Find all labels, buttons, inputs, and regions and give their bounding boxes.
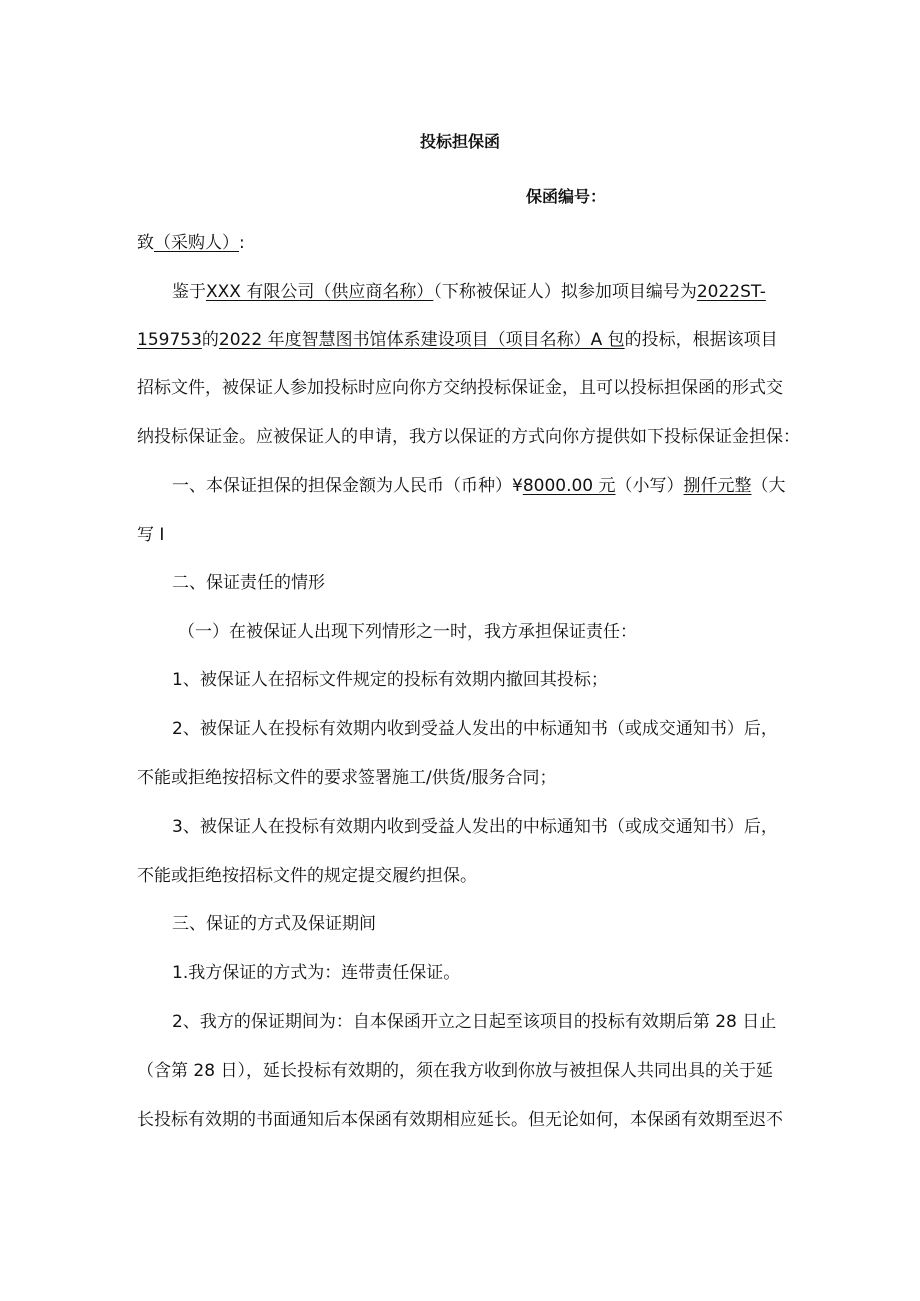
intro-text: 的	[201, 330, 219, 350]
document-title: 投标担保函	[419, 132, 500, 151]
section1-line-1	[172, 474, 786, 498]
project-name: 2022 年度智慧图书馆体系建设项目（项目名称）A 包	[218, 330, 625, 350]
supplier-name: XXX 有限公司（供应商名称）	[206, 282, 434, 302]
section1-text: 一、本保证担保的担保金额为人民币（币种）¥	[172, 476, 523, 496]
intro-line-2	[137, 328, 778, 352]
section1-text: （小写）	[615, 476, 684, 496]
section3-title: 三、保证的方式及保证期间	[172, 914, 376, 934]
intro-text: （下称被保证人）拟参加项目编号为	[433, 282, 697, 302]
addressee-prefix: 致	[137, 233, 154, 253]
addressee-line	[137, 231, 245, 255]
section3-item-2-line-3: 长投标有效期的书面通知后本保函有效期相应延长。但无论如何，本保函有效期至迟不	[137, 1110, 783, 1130]
addressee-name: （采购人）	[154, 233, 239, 253]
guarantee-number-label: 保函编号：	[526, 187, 607, 206]
intro-text: 的投标，根据该项目	[624, 330, 778, 350]
clause-item-2-line-2: 不能或拒绝按招标文件的要求签署施工/供货/服务合同；	[137, 768, 557, 788]
section2-title: 二、保证责任的情形	[172, 573, 325, 593]
guarantee-amount-words: 捌仟元整	[683, 476, 752, 496]
section2-subtitle: （一）在被保证人出现下列情形之一时，我方承担保证责任：	[178, 622, 637, 642]
clause-item-3-line-1: 3、被保证人在投标有效期内收到受益人发出的中标通知书（或成交通知书）后，	[172, 817, 778, 837]
intro-text: 鉴于	[172, 282, 206, 302]
section3-item-2-line-1: 2、我方的保证期间为：自本保函开立之日起至该项目的投标有效期后第 28 日止	[172, 1012, 777, 1032]
clause-item-1: 1、被保证人在招标文件规定的投标有效期内撤回其投标；	[172, 670, 608, 690]
guarantee-amount: 8000.00 元	[522, 476, 616, 496]
clause-item-2-line-1: 2、被保证人在投标有效期内收到受益人发出的中标通知书（或成交通知书）后，	[172, 719, 778, 739]
intro-line-1	[172, 280, 766, 304]
addressee-suffix: :	[239, 233, 245, 253]
section1-text: （大	[751, 476, 786, 496]
project-code: 2022ST-	[696, 282, 766, 302]
section1-line-2: 写 I	[137, 525, 165, 545]
clause-item-3-line-2: 不能或拒绝按招标文件的规定提交履约担保。	[137, 866, 477, 886]
section3-item-1: 1.我方保证的方式为：连带责任保证。	[172, 963, 461, 983]
intro-line-4: 纳投标保证金。应被保证人的申请，我方以保证的方式向你方提供如下投标保证金担保：	[137, 427, 800, 447]
project-code-cont: 159753	[137, 330, 202, 350]
intro-line-3: 招标文件，被保证人参加投标时应向你方交纳投标保证金，且可以投标担保函的形式交	[137, 378, 783, 398]
section3-item-2-line-2: （含第 28 日），延长投标有效期的，须在我方收到你放与被担保人共同出具的关于延	[137, 1061, 773, 1081]
